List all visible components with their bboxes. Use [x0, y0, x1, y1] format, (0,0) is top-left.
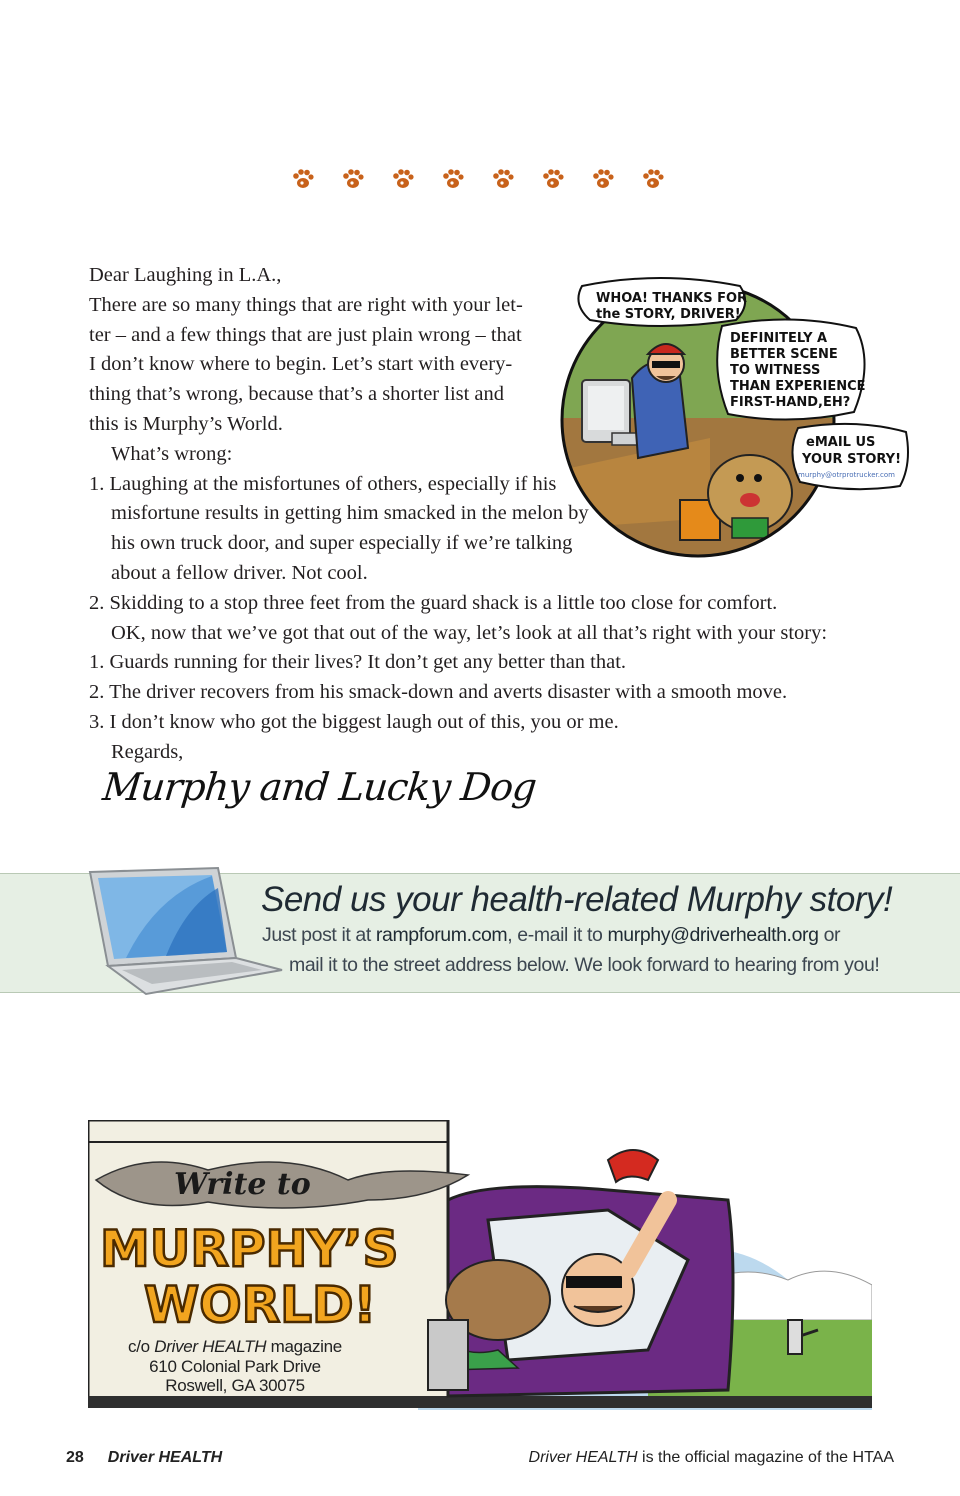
paragraph-line: I don’t know where to begin. Let’s start with every- — [89, 353, 513, 376]
murphys-title: MURPHY’S — [100, 1220, 399, 1278]
bubble-email: murphy@otrprotrucker.com — [798, 471, 895, 479]
world-title: WORLD! — [144, 1276, 377, 1334]
tagline-magazine: Driver HEALTH — [528, 1449, 638, 1466]
opening-paragraph — [89, 291, 567, 440]
page-number: 28 — [66, 1449, 84, 1466]
paw-icon — [340, 166, 366, 192]
wrong-item: 1. Laughing at the misfortunes of others, especially if his misfortune results in getting him smacked in the melon by his own truck door, and super especially if we’re talking about a fellow driver. Not cool. — [89, 472, 589, 584]
bubble-text: TO WITNESS — [730, 363, 821, 378]
mailing-address — [95, 1337, 375, 1396]
wrong-heading: What’s wrong: — [111, 442, 233, 465]
speech-bubble — [578, 278, 747, 326]
bubble-text: THAN EXPERIENCE — [730, 379, 866, 394]
address-line-2: 610 Colonial Park Drive — [149, 1356, 321, 1376]
bubble-text: the STORY, DRIVER! — [596, 307, 741, 322]
cartoon-illustration — [560, 268, 920, 558]
laptop-icon — [86, 866, 286, 998]
speech-bubble — [792, 424, 908, 489]
bubble-text: YOUR STORY! — [802, 452, 902, 467]
write-to-text: Write to — [174, 1167, 311, 1202]
band-line-1 — [262, 924, 840, 947]
paw-icon — [290, 166, 316, 192]
speech-bubble — [717, 319, 865, 419]
right-item: 2. The driver recovers from his smack-down and averts disaster with a smooth move. — [89, 681, 788, 704]
band-line-2: mail it to the street address below. We look forward to hearing from you! — [289, 954, 880, 976]
footer-tagline — [529, 1449, 894, 1467]
address-suffix: magazine — [266, 1337, 342, 1356]
right-item: 1. Guards running for their lives? It don’t get any better than that. — [89, 651, 627, 674]
bubble-text: eMAIL US — [806, 435, 876, 450]
wrong-item: 2. Skidding to a stop three feet from the guard shack is a little too close for comfort. — [89, 591, 778, 614]
paw-icon — [440, 166, 466, 192]
footer-left — [66, 1449, 222, 1467]
band-title: Send us your health-related Murphy story! — [261, 880, 893, 919]
bubble-text: BETTER SCENE — [730, 347, 838, 362]
closing: Regards, — [111, 740, 184, 763]
band-text: Just post it at — [262, 924, 376, 946]
right-item: 3. I don’t know who got the biggest laugh out of this, you or me. — [89, 710, 619, 733]
paragraph-line: this is Murphy’s World. — [89, 412, 283, 435]
paw-icon — [640, 166, 666, 192]
bubble-text: DEFINITELY A — [730, 331, 828, 346]
right-intro: OK, now that we’ve got that out of the way, let’s look at all that’s right with your story: — [111, 621, 828, 644]
paw-icon — [590, 166, 616, 192]
paragraph-line: thing that’s wrong, because that’s a shorter list and — [89, 383, 505, 406]
forum-link[interactable]: rampforum.com — [375, 924, 508, 946]
address-magazine: Driver HEALTH — [154, 1337, 267, 1356]
signature: Murphy and Lucky Dog — [100, 765, 538, 809]
footer-magazine: Driver HEALTH — [107, 1449, 223, 1466]
paw-icon — [490, 166, 516, 192]
bubble-text: WHOA! THANKS FOR — [596, 291, 748, 306]
address-line-1 — [95, 1337, 375, 1357]
paw-icon — [540, 166, 566, 192]
bubble-text: FIRST-HAND,EH? — [730, 395, 851, 410]
tagline-text: is the official magazine of the HTAA — [637, 1449, 894, 1466]
band-text: or — [818, 924, 841, 946]
band-text: , e-mail it to — [507, 924, 608, 946]
salutation: Dear Laughing in L.A., — [89, 264, 282, 286]
paw-print-divider — [290, 166, 670, 196]
address-line-3: Roswell, GA 30075 — [165, 1376, 305, 1395]
email-link[interactable]: murphy@driverhealth.org — [607, 924, 819, 946]
paw-icon — [390, 166, 416, 192]
paragraph-line: There are so many things that are right with your let- — [89, 293, 523, 316]
paragraph-line: ter – and a few things that are just plain wrong – that — [89, 323, 522, 346]
address-prefix: c/o — [128, 1337, 155, 1356]
